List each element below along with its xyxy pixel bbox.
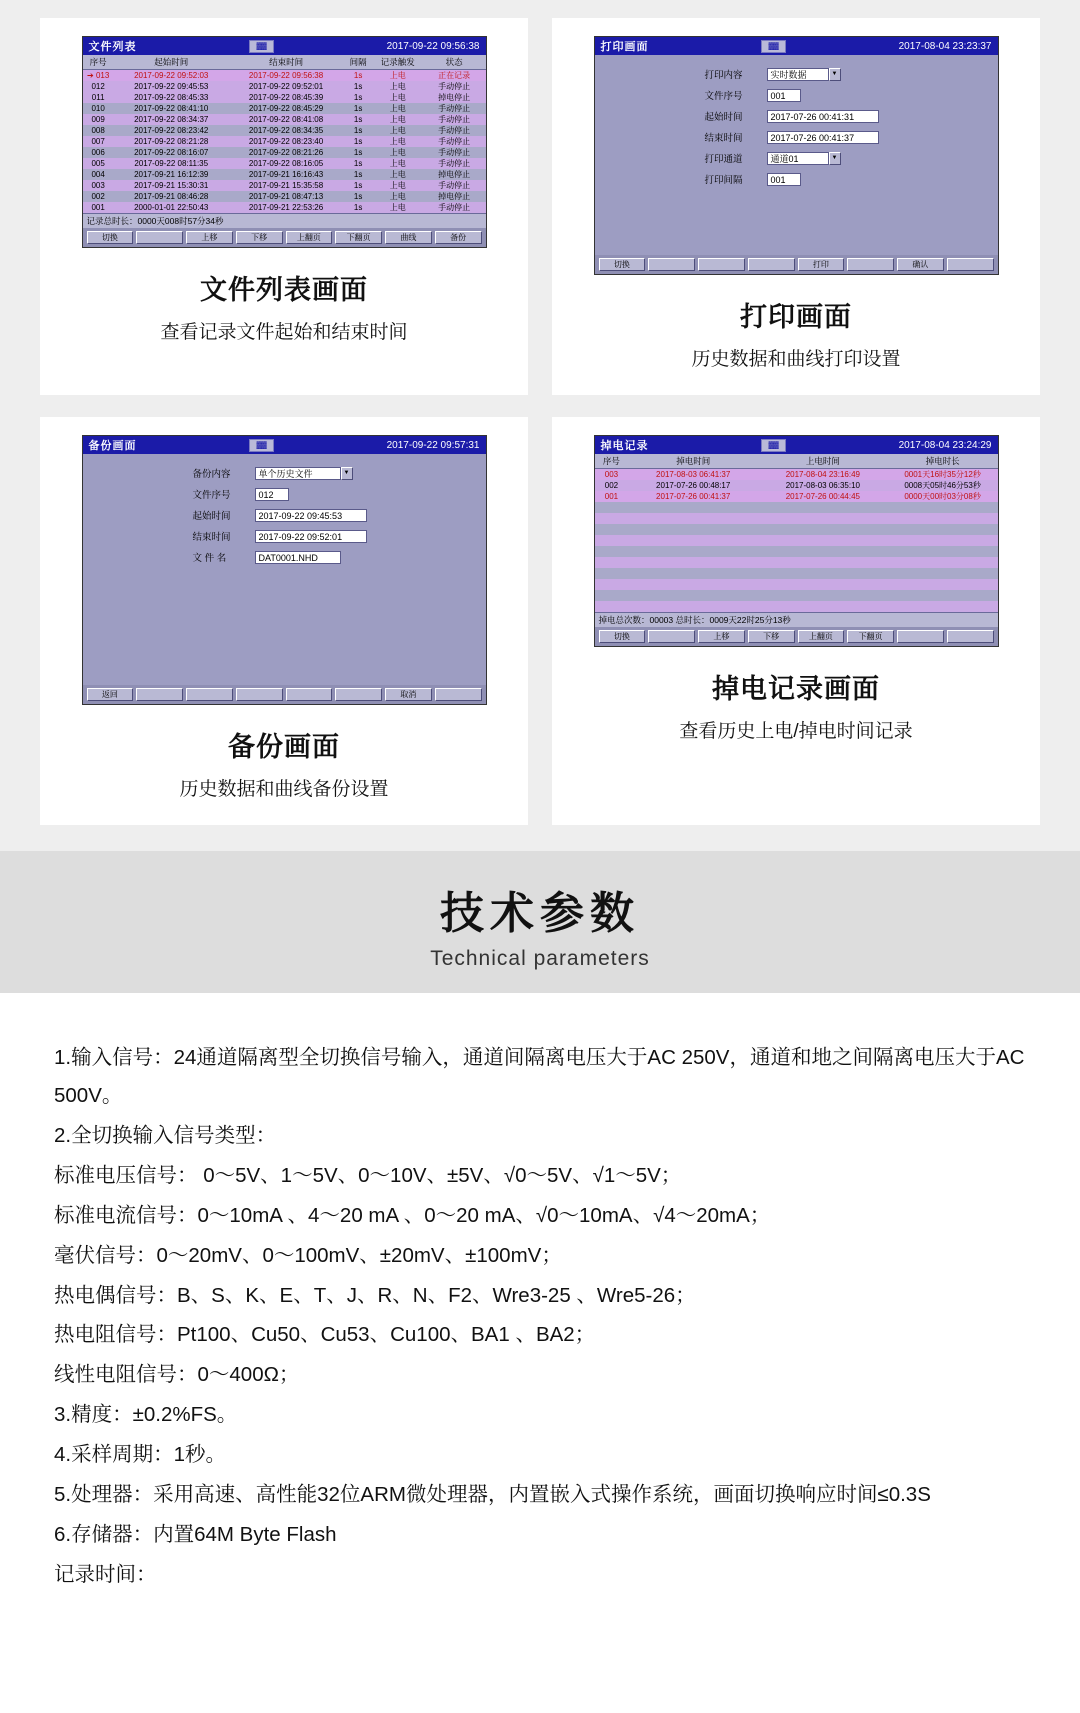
panel-row-1 bbox=[40, 18, 1040, 395]
button-curve[interactable]: 曲线 bbox=[385, 231, 432, 244]
power-log-table bbox=[595, 454, 998, 612]
device-screen-backup bbox=[82, 435, 487, 705]
table-row-empty bbox=[595, 535, 998, 546]
field-label: 打印通道 bbox=[704, 154, 743, 165]
table-row-empty bbox=[595, 513, 998, 524]
field-start-time bbox=[595, 109, 998, 123]
field-end-time bbox=[83, 529, 486, 543]
button-move-down[interactable]: 下移 bbox=[748, 630, 795, 643]
spec-line: 线性电阻信号：0～400Ω； bbox=[54, 1363, 300, 1387]
screen-datetime: 2017-09-22 09:57:31 bbox=[386, 439, 480, 451]
table-row[interactable]: 008 2017-09-22 08:23:42 2017-09-22 08:34:35 1s 上电 手动停止 bbox=[91, 126, 471, 135]
table-row[interactable]: ➔ 013 2017-09-22 09:52:03 2017-09-22 09:56:38 1s 上电 正在记录 bbox=[83, 70, 486, 82]
button-switch[interactable]: 切换 bbox=[599, 630, 646, 643]
field-start-time bbox=[83, 508, 486, 522]
table-row[interactable]: 012 2017-09-22 09:45:53 2017-09-22 09:52:01 1s 上电 手动停止 bbox=[83, 81, 486, 92]
device-screen-power-log bbox=[594, 435, 999, 647]
print-interval-input[interactable]: 001 bbox=[767, 173, 801, 186]
spec-line: 标准电流信号：0～10mA 、4～20 mA 、0～20 mA、√0～10mA、√4～20mA； bbox=[54, 1203, 771, 1227]
button-blank-6[interactable] bbox=[435, 688, 482, 701]
section-header-technical-parameters bbox=[0, 851, 1080, 993]
chevron-down-icon[interactable]: ▼ bbox=[829, 152, 841, 165]
table-row[interactable]: 001 2017-07-26 00:41:37 2017-07-26 00:44:45 0000天00时03分08秒 bbox=[595, 491, 998, 502]
field-label: 打印内容 bbox=[704, 70, 743, 81]
spec-line: 热电偶信号：B、S、K、E、T、J、R、N、F2、Wre3-25 、Wre5-26； bbox=[54, 1283, 696, 1307]
table-row[interactable]: 003 2017-09-21 15:30:31 2017-09-21 15:35:58 1s 上电 手动停止 bbox=[83, 180, 486, 191]
col-down-time: 掉电时间 bbox=[628, 454, 758, 469]
button-confirm[interactable]: 确认 bbox=[897, 258, 944, 271]
screen-titlebar bbox=[83, 436, 486, 454]
table-row-empty bbox=[595, 601, 998, 612]
screen-datetime: 2017-09-22 09:56:38 bbox=[386, 40, 480, 52]
section-title-en: Technical parameters bbox=[430, 947, 650, 970]
spec-line: 1.输入信号：24通道隔离型全切换信号输入，通道间隔离电压大于AC 250V，通道和地之间隔离电压大于AC 500V。 bbox=[54, 1046, 1025, 1107]
field-label: 起始时间 bbox=[704, 112, 743, 123]
button-print[interactable]: 打印 bbox=[798, 258, 845, 271]
panel-caption-title: 掉电记录画面 bbox=[712, 674, 880, 704]
field-end-time bbox=[595, 130, 998, 144]
device-screen-file-list bbox=[82, 36, 487, 248]
screen-title-text: 打印画面 bbox=[600, 41, 649, 53]
print-content-combo[interactable] bbox=[767, 68, 841, 81]
button-blank-4[interactable] bbox=[286, 688, 333, 701]
button-blank-3[interactable] bbox=[947, 630, 994, 643]
col-no: 序号 bbox=[83, 55, 114, 70]
button-blank-3[interactable] bbox=[748, 258, 795, 271]
field-file-name bbox=[83, 550, 486, 564]
field-print-interval bbox=[595, 172, 998, 186]
print-channel-combo[interactable] bbox=[767, 152, 841, 165]
spec-line: 6.存储器：内置64M Byte Flash bbox=[54, 1523, 337, 1547]
panel-backup bbox=[40, 417, 528, 825]
button-blank-1[interactable] bbox=[136, 688, 183, 701]
screens-gallery bbox=[0, 0, 1080, 851]
spec-line: 3.精度：±0.2%FS。 bbox=[54, 1403, 238, 1427]
button-blank-1[interactable] bbox=[648, 258, 695, 271]
chevron-down-icon[interactable]: ▼ bbox=[829, 68, 841, 81]
screen-titlebar bbox=[595, 37, 998, 55]
button-blank-5[interactable] bbox=[947, 258, 994, 271]
field-label: 文件序号 bbox=[192, 490, 231, 501]
button-move-up[interactable]: 上移 bbox=[186, 231, 233, 244]
table-row[interactable]: 010 2017-09-22 08:41:10 2017-09-22 08:45:29 1s 上电 手动停止 bbox=[91, 104, 471, 113]
total-duration-label: 记录总时长：0000天008时57分34秒 bbox=[83, 213, 486, 228]
panel-caption-title: 备份画面 bbox=[228, 732, 340, 762]
field-backup-content bbox=[83, 466, 486, 480]
panel-print bbox=[552, 18, 1040, 395]
field-label: 结束时间 bbox=[704, 133, 743, 144]
end-time-input[interactable]: 2017-09-22 09:52:01 bbox=[255, 530, 367, 543]
screen-title-text: 备份画面 bbox=[88, 440, 137, 452]
col-up-time: 上电时间 bbox=[758, 454, 888, 469]
table-row[interactable]: 004 2017-09-21 16:12:39 2017-09-21 16:16:43 1s 上电 掉电停止 bbox=[91, 170, 471, 179]
form-spacer bbox=[595, 193, 998, 245]
panel-caption-desc: 查看记录文件起始和结束时间 bbox=[160, 322, 408, 343]
button-blank-2[interactable] bbox=[897, 630, 944, 643]
panel-caption-desc: 历史数据和曲线打印设置 bbox=[691, 349, 901, 370]
panel-caption-title: 文件列表画面 bbox=[200, 275, 368, 305]
table-row[interactable]: 006 2017-09-22 08:16:07 2017-09-22 08:21:26 1s 上电 手动停止 bbox=[91, 148, 471, 157]
specifications-list bbox=[0, 993, 1080, 1636]
button-page-down[interactable]: 下翻页 bbox=[847, 630, 894, 643]
screen-titlebar bbox=[83, 37, 486, 55]
panel-file-list bbox=[40, 18, 528, 395]
button-blank-3[interactable] bbox=[236, 688, 283, 701]
screen-button-bar bbox=[595, 627, 998, 646]
field-label: 打印间隔 bbox=[704, 175, 743, 186]
button-move-up[interactable]: 上移 bbox=[698, 630, 745, 643]
screen-button-bar bbox=[83, 228, 486, 247]
field-label: 文件序号 bbox=[704, 91, 743, 102]
panel-row-2 bbox=[40, 417, 1040, 825]
button-blank-1[interactable] bbox=[136, 231, 183, 244]
screen-datetime: 2017-08-04 23:24:29 bbox=[898, 439, 992, 451]
field-print-channel bbox=[595, 151, 998, 165]
spec-line: 2.全切换输入信号类型： bbox=[54, 1123, 277, 1147]
start-time-input[interactable]: 2017-09-22 09:45:53 bbox=[255, 509, 367, 522]
spec-line: 4.采样周期：1秒。 bbox=[54, 1443, 226, 1467]
section-title-cn: 技术参数 bbox=[440, 889, 640, 938]
screen-badge: ▓▓ bbox=[761, 40, 785, 53]
table-row-empty bbox=[595, 557, 998, 568]
chevron-down-icon[interactable]: ▼ bbox=[341, 467, 353, 480]
screen-badge: ▓▓ bbox=[249, 439, 273, 452]
panel-caption-title: 打印画面 bbox=[740, 302, 852, 332]
button-move-down[interactable]: 下移 bbox=[236, 231, 283, 244]
field-print-content bbox=[595, 67, 998, 81]
button-cancel[interactable]: 取消 bbox=[385, 688, 432, 701]
spec-line: 记录时间： bbox=[54, 1562, 157, 1586]
screen-button-bar bbox=[83, 685, 486, 704]
col-no: 序号 bbox=[595, 454, 629, 469]
table-header-row bbox=[595, 454, 998, 469]
combo-value: 单个历史文件 bbox=[255, 467, 341, 480]
table-row-empty bbox=[595, 579, 998, 590]
table-row[interactable]: 001 2000-01-01 22:50:43 2017-09-21 22:53:26 1s 上电 手动停止 bbox=[83, 202, 486, 213]
table-row-empty bbox=[595, 502, 998, 513]
table-row[interactable]: 011 2017-09-22 08:45:33 2017-09-22 08:45:39 1s 上电 掉电停止 bbox=[83, 92, 486, 103]
spec-line: 热电阻信号：Pt100、Cu50、Cu53、Cu100、BA1 、BA2； bbox=[54, 1323, 596, 1347]
table-row[interactable]: 002 2017-09-21 08:46:28 2017-09-21 08:47:13 1s 上电 掉电停止 bbox=[91, 192, 471, 201]
field-label: 结束时间 bbox=[192, 532, 231, 543]
field-file-no bbox=[595, 88, 998, 102]
table-row[interactable]: 005 2017-09-22 08:11:35 2017-09-22 08:16:05 1s 上电 手动停止 bbox=[83, 158, 486, 169]
button-blank-2[interactable] bbox=[698, 258, 745, 271]
row-pointer-icon: ➔ bbox=[87, 71, 94, 80]
field-label: 备份内容 bbox=[192, 469, 231, 480]
panel-caption-desc: 历史数据和曲线备份设置 bbox=[179, 779, 389, 800]
table-row-empty bbox=[595, 546, 998, 557]
backup-form bbox=[83, 454, 486, 685]
col-status: 状态 bbox=[423, 55, 486, 70]
button-backup[interactable]: 备份 bbox=[435, 231, 482, 244]
button-blank-1[interactable] bbox=[648, 630, 695, 643]
field-label: 文 件 名 bbox=[192, 553, 227, 564]
button-back[interactable]: 返回 bbox=[87, 688, 134, 701]
screen-badge: ▓▓ bbox=[761, 439, 785, 452]
field-label: 起始时间 bbox=[192, 511, 231, 522]
table-row-empty bbox=[595, 568, 998, 579]
file-no-input[interactable]: 001 bbox=[767, 89, 801, 102]
button-blank-4[interactable] bbox=[847, 258, 894, 271]
field-file-no bbox=[83, 487, 486, 501]
table-row[interactable]: 003 2017-08-03 06:41:37 2017-08-04 23:16:49 0001天16时35分12秒 bbox=[595, 469, 998, 481]
col-end: 结束时间 bbox=[229, 55, 344, 70]
button-page-up[interactable]: 上翻页 bbox=[798, 630, 845, 643]
button-switch[interactable]: 切换 bbox=[599, 258, 646, 271]
power-total-label: 掉电总次数：00003 总时长：0009天22时25分13秒 bbox=[595, 612, 998, 627]
backup-content-combo[interactable] bbox=[255, 467, 353, 480]
table-row[interactable]: 007 2017-09-22 08:21:28 2017-09-22 08:23:40 1s 上电 手动停止 bbox=[83, 136, 486, 147]
screen-button-bar bbox=[595, 255, 998, 274]
col-duration: 掉电时长 bbox=[888, 454, 998, 469]
screen-datetime: 2017-08-04 23:23:37 bbox=[898, 40, 992, 52]
table-row[interactable]: 009 2017-09-22 08:34:37 2017-09-22 08:41:08 1s 上电 手动停止 bbox=[83, 114, 486, 125]
panel-caption-desc: 查看历史上电/掉电时间记录 bbox=[679, 721, 913, 742]
form-spacer bbox=[83, 571, 486, 623]
print-form bbox=[595, 55, 998, 255]
device-screen-print bbox=[594, 36, 999, 275]
screen-titlebar bbox=[595, 436, 998, 454]
col-trigger: 记录触发 bbox=[373, 55, 423, 70]
table-row-empty bbox=[595, 590, 998, 601]
spec-line: 毫伏信号：0～20mV、0～100mV、±20mV、±100mV； bbox=[54, 1243, 562, 1267]
end-time-input[interactable]: 2017-07-26 00:41:37 bbox=[767, 131, 879, 144]
combo-value: 实时数据 bbox=[767, 68, 829, 81]
button-blank-2[interactable] bbox=[186, 688, 233, 701]
file-name-input[interactable]: DAT0001.NHD bbox=[255, 551, 341, 564]
col-start: 起始时间 bbox=[114, 55, 229, 70]
combo-value: 通道01 bbox=[767, 152, 829, 165]
screen-badge: ▓▓ bbox=[249, 40, 273, 53]
spec-line: 标准电压信号： 0～5V、1～5V、0～10V、±5V、√0～5V、√1～5V； bbox=[54, 1163, 682, 1187]
screen-title-text: 掉电记录 bbox=[600, 440, 649, 452]
spec-line: 5.处理器：采用高速、高性能32位ARM微处理器，内置嵌入式操作系统，画面切换响应时间≤0.3S bbox=[54, 1483, 931, 1507]
table-header-row bbox=[83, 55, 486, 70]
table-row-empty bbox=[595, 524, 998, 535]
button-page-down[interactable]: 下翻页 bbox=[335, 231, 382, 244]
screen-title-text: 文件列表 bbox=[88, 41, 137, 53]
col-interval: 间隔 bbox=[344, 55, 373, 70]
button-switch[interactable]: 切换 bbox=[87, 231, 134, 244]
panel-power-log bbox=[552, 417, 1040, 825]
button-blank-5[interactable] bbox=[335, 688, 382, 701]
file-list-table bbox=[83, 55, 486, 213]
form-spacer-2 bbox=[83, 623, 486, 675]
button-page-up[interactable]: 上翻页 bbox=[286, 231, 333, 244]
table-row[interactable]: 002 2017-07-26 00:48:17 2017-08-03 06:35:10 0008天05时46分53秒 bbox=[595, 480, 998, 491]
start-time-input[interactable]: 2017-07-26 00:41:31 bbox=[767, 110, 879, 123]
file-no-input[interactable]: 012 bbox=[255, 488, 289, 501]
